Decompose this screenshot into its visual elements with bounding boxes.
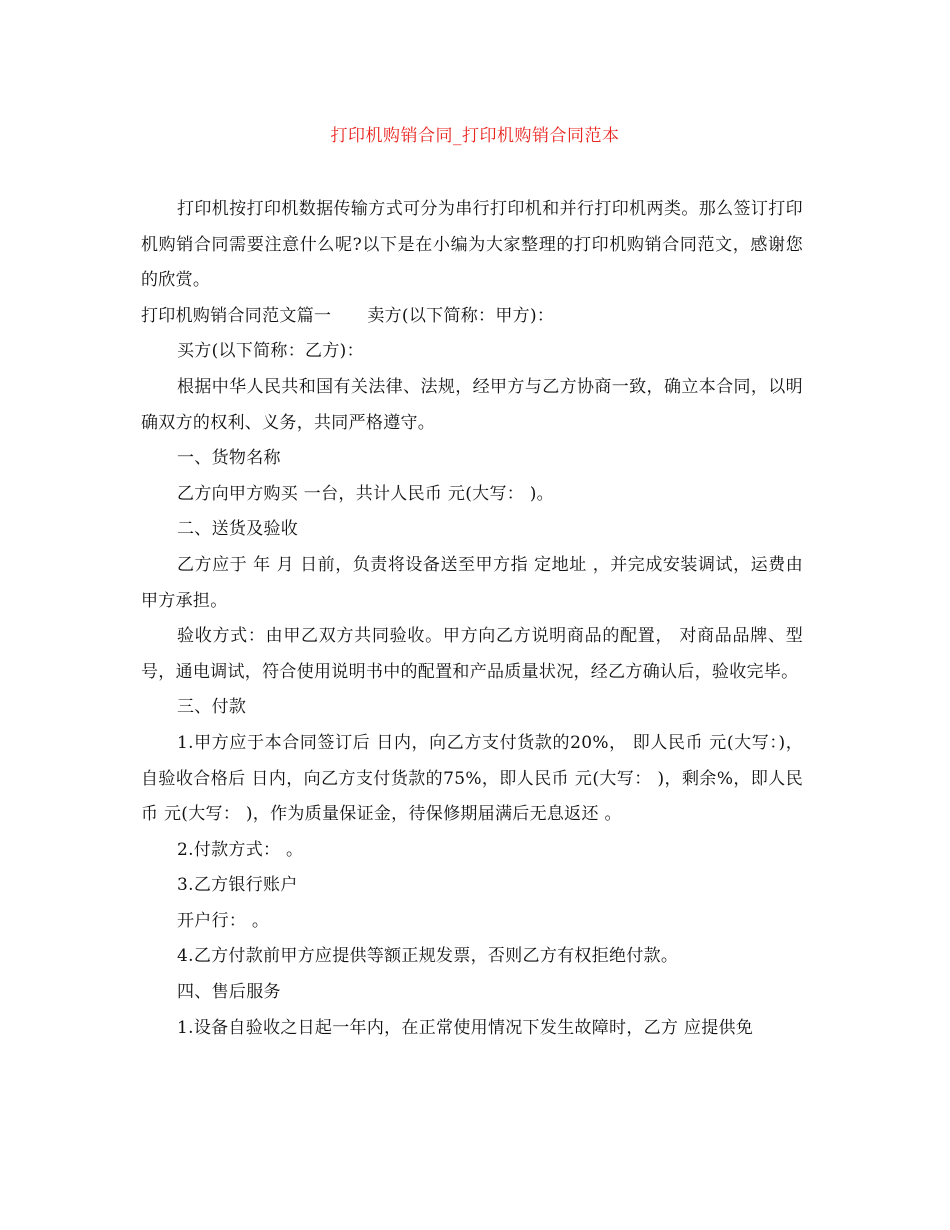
section-heading-service: 四、售后服务: [177, 982, 281, 1003]
contract-sample-heading: 打印机购销合同范文篇一: [141, 305, 332, 326]
section-heading-goods: 一、货物名称: [177, 448, 281, 469]
buyer-line: 买方(以下简称：乙方)：: [177, 341, 364, 362]
acceptance-paragraph: 验收方式：由甲乙双方共同验收。甲方向乙方说明商品的配置， 对商品品牌、型号，通电调试，符合使用说明书中的配置和产品质量状况，经乙方确认后，验收完毕。: [141, 626, 803, 682]
payment-clause-1: 1.甲方应于本合同签订后 日内，向乙方支付货款的20%， 即人民币 元(大写：)，自验收合格后 日内，向乙方支付货款的75%，即人民币 元(大写： )，剩余%，即人民币 元(大写： )，作为质量保证金，待保修期届满后无息返还 。: [141, 732, 803, 825]
document-body: [141, 192, 803, 1046]
contract-heading-line: [141, 299, 803, 335]
section-heading-delivery: 二、送货及验收: [177, 519, 299, 540]
payment-clause-4: 4.乙方付款前甲方应提供等额正规发票，否则乙方有权拒绝付款。: [177, 946, 679, 967]
section-heading-payment: 三、付款: [177, 697, 247, 718]
payment-clause-2: 2.付款方式： 。: [177, 839, 304, 860]
delivery-paragraph: 乙方应于 年 月 日前，负责将设备送至甲方指 定地址 ，并完成安装调试，运费由甲方承担。: [141, 554, 803, 611]
payment-clause-3: 3.乙方银行账户: [177, 875, 298, 896]
preamble-paragraph: 根据中华人民共和国有关法律、法规，经甲方与乙方协商一致，确立本合同，以明确双方的权利、义务，共同严格遵守。: [141, 376, 803, 433]
document-title: 打印机购销合同_打印机购销合同范本: [330, 126, 620, 146]
service-clause-1: 1.设备自验收之日起一年内，在正常使用情况下发生故障时，乙方 应提供免: [177, 1017, 754, 1038]
seller-line: 卖方(以下简称：甲方)：: [367, 305, 555, 326]
goods-paragraph: 乙方向甲方购买 一台，共计人民币 元(大写： )。: [177, 483, 554, 504]
intro-paragraph: 打印机按打印机数据传输方式可分为串行打印机和并行打印机两类。那么签订打印机购销合同需要注意什么呢?以下是在小编为大家整理的打印机购销合同范文，感谢您的欣赏。: [141, 199, 803, 291]
bank-line: 开户行： 。: [177, 910, 270, 931]
